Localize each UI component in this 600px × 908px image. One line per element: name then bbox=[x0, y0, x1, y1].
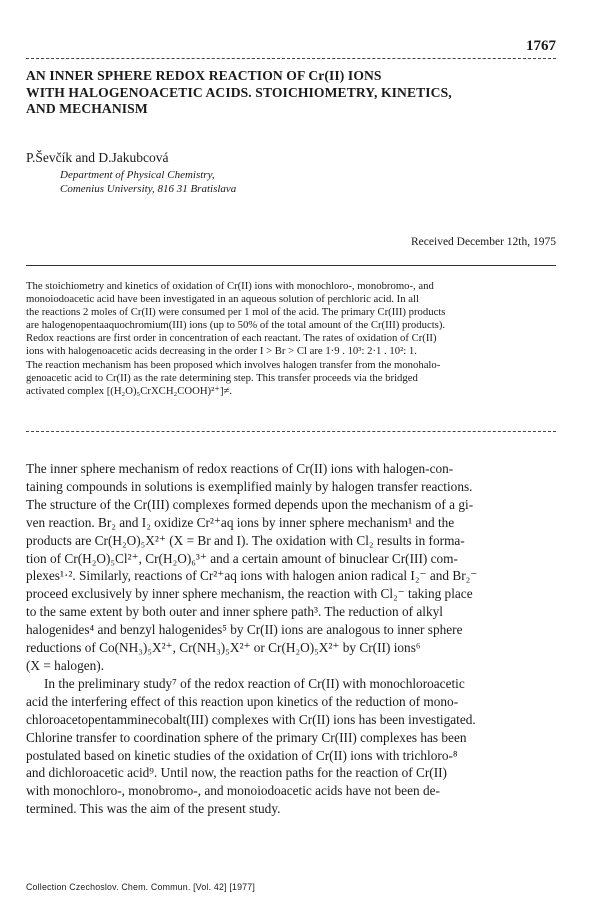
body-line: and dichloroacetic acid⁹. Until now, the reaction paths for the reaction of Cr(II) bbox=[26, 765, 447, 781]
affiliation-line: Department of Physical Chemistry, bbox=[60, 169, 215, 181]
body-line: postulated based on kinetic studies of the oxidation of Cr(II) ions with trichloro-⁸ bbox=[26, 747, 458, 763]
body-line: to the same extent by both outer and inner sphere path³. The reduction of alkyl bbox=[26, 604, 443, 620]
journal-footer: Collection Czechoslov. Chem. Commun. [Vol. 42] [1977] bbox=[26, 882, 255, 892]
body-line: acid the interfering effect of this reaction upon kinetics of the reduction of mono- bbox=[26, 693, 459, 709]
abstract-rule-bottom bbox=[26, 431, 556, 432]
authors: P.Ševčík and D.Jakubcová bbox=[26, 150, 169, 165]
body-text bbox=[26, 460, 557, 818]
body-line: (X = halogen). bbox=[26, 657, 105, 673]
header-rule bbox=[26, 58, 556, 59]
affiliation-line: Comenius University, 816 31 Bratislava bbox=[60, 183, 237, 195]
abstract-line: monoiodoacetic acid have been investigated in an aqueous solution of perchloric acid. In all bbox=[26, 293, 419, 306]
body-line: with monochloro-, monobromo-, and monoiodoacetic acids have not been de- bbox=[26, 783, 440, 799]
body-line: proceed exclusively by inner sphere mechanism, the reaction with Cl₂⁻ taking place bbox=[26, 586, 473, 602]
body-line: In the preliminary study⁷ of the redox reaction of Cr(II) with monochloroacetic bbox=[44, 675, 465, 691]
body-line: The inner sphere mechanism of redox reactions of Cr(II) ions with halogen-con- bbox=[26, 461, 454, 476]
affiliation bbox=[60, 168, 236, 196]
abstract-line: Redox reactions are first order in concentration of each reactant. The rates of oxidation of Cr(II) bbox=[26, 332, 437, 345]
body-line: plexes¹·². Similarly, reactions of Cr²⁺aq ions with halogen anion radical I₂⁻ and Br₂⁻ bbox=[26, 568, 478, 584]
body-line: products are Cr(H₂O)₅X²⁺ (X = Br and I). The oxidation with Cl₂ results in forma- bbox=[26, 532, 465, 548]
body-line: The structure of the Cr(III) complexes formed depends upon the mechanism of a gi- bbox=[26, 496, 474, 512]
title-line: WITH HALOGENOACETIC ACIDS. STOICHIOMETRY, KINETICS, bbox=[26, 84, 452, 100]
abstract-line: The stoichiometry and kinetics of oxidation of Cr(II) ions with monochloro-, monobromo-, and bbox=[26, 280, 434, 292]
received-date: Received December 12th, 1975 bbox=[411, 236, 556, 248]
abstract-line: The reaction mechanism has been proposed which involves halogen transfer from the monohalo- bbox=[26, 358, 441, 371]
body-line: termined. This was the aim of the present study. bbox=[26, 801, 281, 817]
abstract-line: genoacetic acid to Cr(II) as the rate determining step. This transfer proceeds via the bridged bbox=[26, 371, 418, 384]
abstract-rule-top bbox=[26, 265, 556, 266]
page-number: 1767 bbox=[526, 38, 556, 54]
abstract bbox=[26, 280, 557, 398]
abstract-line: are halogenopentaaquochromium(III) ions (up to 50% of the total amount of the Cr(III) products). bbox=[26, 319, 446, 332]
title-line: AN INNER SPHERE REDOX REACTION OF Cr(II) IONS bbox=[26, 68, 382, 83]
body-line: halogenides⁴ and benzyl halogenides⁵ by Cr(II) ions are analogous to inner sphere bbox=[26, 622, 463, 638]
body-line: tion of Cr(H₂O)₅Cl²⁺, Cr(H₂O)₆³⁺ and a certain amount of binuclear Cr(III) com- bbox=[26, 550, 458, 566]
abstract-line: ions with halogenoacetic acids decreasing in the order I > Br > Cl are 1·9 . 10³: 2·1 . 10²: 1. bbox=[26, 345, 417, 358]
body-line: chloroacetopentamminecobalt(III) complexes with Cr(II) ions has been investigated. bbox=[26, 711, 476, 727]
abstract-line: the reactions 2 moles of Cr(II) were consumed per 1 mol of the acid. The primary Cr(III) products bbox=[26, 306, 446, 319]
body-line: Chlorine transfer to coordination sphere of the primary Cr(III) complexes has been bbox=[26, 729, 467, 745]
body-line: reductions of Co(NH₃)₅X²⁺, Cr(NH₃)₅X²⁺ or Cr(H₂O)₅X²⁺ by Cr(II) ions⁶ bbox=[26, 640, 421, 656]
body-line: ven reaction. Br₂ and I₂ oxidize Cr²⁺aq ions by inner sphere mechanism¹ and the bbox=[26, 514, 455, 530]
title-line: AND MECHANISM bbox=[26, 101, 148, 116]
body-line: taining compounds in solutions is exemplified mainly by halogen transfer reactions. bbox=[26, 478, 473, 494]
abstract-line: activated complex [(H₂O)₅CrXCH₂COOH)²⁺]≠. bbox=[26, 384, 233, 397]
article-title bbox=[26, 68, 546, 118]
